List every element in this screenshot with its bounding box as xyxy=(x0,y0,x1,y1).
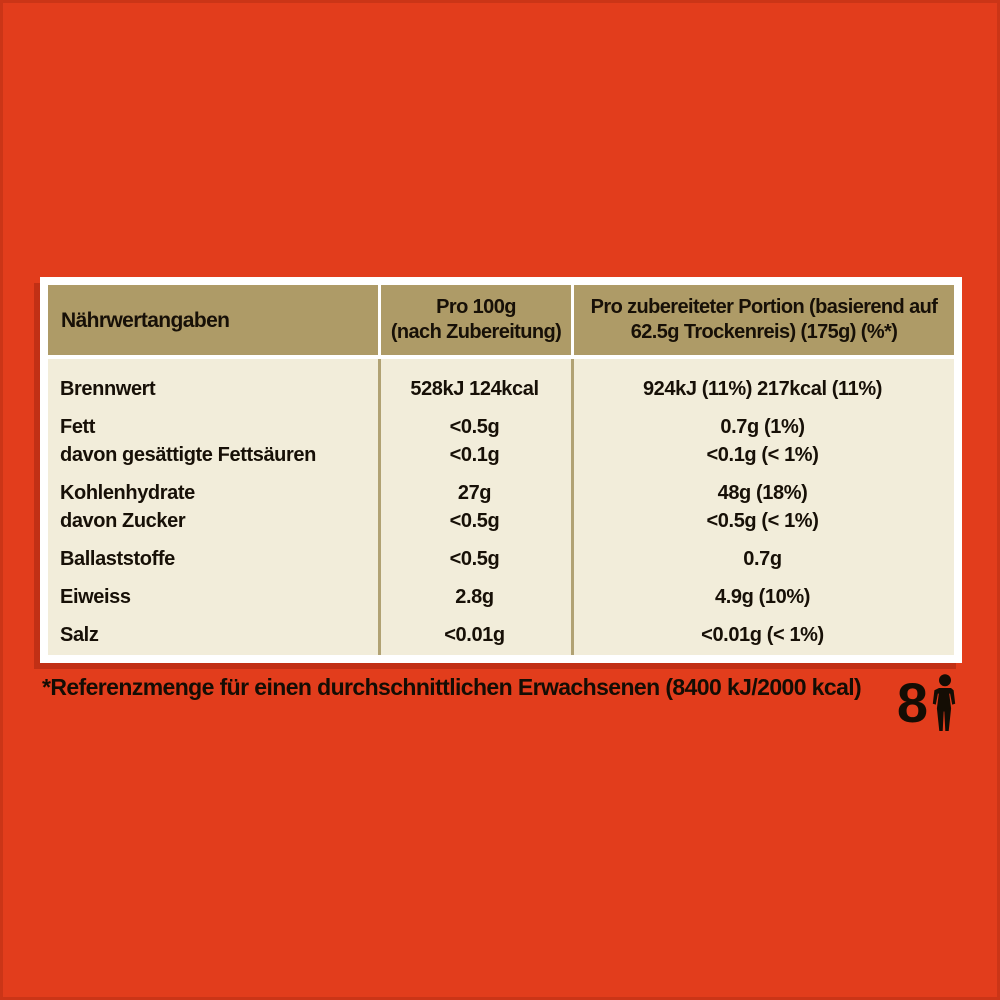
table-row-brennwert xyxy=(48,375,954,403)
per-portion-value: <0.1g (< 1%) xyxy=(706,444,819,466)
table-row-zucker xyxy=(48,507,954,535)
table-body xyxy=(48,359,954,655)
table-row-salz xyxy=(48,621,954,649)
per-portion-value: 924kJ (11%) 217kcal (11%) xyxy=(642,378,883,400)
per-portion-value: <0.01g (< 1%) xyxy=(701,624,824,646)
table-row-eiweiss xyxy=(48,583,954,611)
nutrition-table-panel xyxy=(40,277,962,663)
per-100g-value: <0.01g xyxy=(444,624,505,646)
per-portion-value: 0.7g (1%) xyxy=(720,416,805,438)
header-per-portion-line1: Pro zubereiteter Portion (basierend auf xyxy=(590,296,938,318)
header-cell-per-100g xyxy=(381,285,571,355)
per-100g-value: 27g xyxy=(457,482,492,504)
per-portion-value: 0.7g xyxy=(743,548,782,570)
per-100g-value: 528kJ 124kcal xyxy=(410,378,539,400)
row-label: Fett xyxy=(60,416,96,438)
per-100g-value: <0.5g xyxy=(449,510,500,532)
person-icon xyxy=(932,674,958,732)
row-label: Eiweiss xyxy=(60,586,131,608)
row-label: Kohlenhydrate xyxy=(60,482,195,504)
servings-indicator xyxy=(896,671,958,734)
table-row-gesaettigte-fettsaeuren xyxy=(48,441,954,469)
column-divider-2 xyxy=(571,359,574,655)
reference-note: *Referenzmenge für einen durchschnittlichen Erwachsenen (8400 kJ/2000 kcal) xyxy=(42,674,862,700)
table-header-row xyxy=(48,285,954,355)
table-row-kohlenhydrate xyxy=(48,479,954,507)
per-100g-value: <0.5g xyxy=(449,548,500,570)
per-portion-value: 48g (18%) xyxy=(717,482,808,504)
per-100g-value: 2.8g xyxy=(455,586,494,608)
header-per-100g-line1: Pro 100g xyxy=(436,296,516,318)
row-label: davon gesättigte Fettsäuren xyxy=(60,444,316,466)
servings-count: 8 xyxy=(896,671,927,734)
header-per-100g-line2: (nach Zubereitung) xyxy=(390,321,562,343)
per-100g-value: <0.5g xyxy=(449,416,500,438)
column-divider-1 xyxy=(378,359,381,655)
header-per-portion-line2: 62.5g Trockenreis) (175g) (%*) xyxy=(630,321,898,343)
row-label: Ballaststoffe xyxy=(60,548,175,570)
header-nutrition-label: Nährwertangaben xyxy=(61,308,230,332)
header-cell-per-portion xyxy=(574,285,954,355)
table-row-ballaststoffe xyxy=(48,545,954,573)
row-label: Salz xyxy=(60,624,99,646)
per-100g-value: <0.1g xyxy=(449,444,500,466)
table-row-fett xyxy=(48,413,954,441)
per-portion-value: <0.5g (< 1%) xyxy=(706,510,819,532)
row-label: Brennwert xyxy=(60,378,156,400)
row-label: davon Zucker xyxy=(60,510,186,532)
per-portion-value: 4.9g (10%) xyxy=(715,586,810,608)
header-cell-nutrition xyxy=(48,285,378,355)
